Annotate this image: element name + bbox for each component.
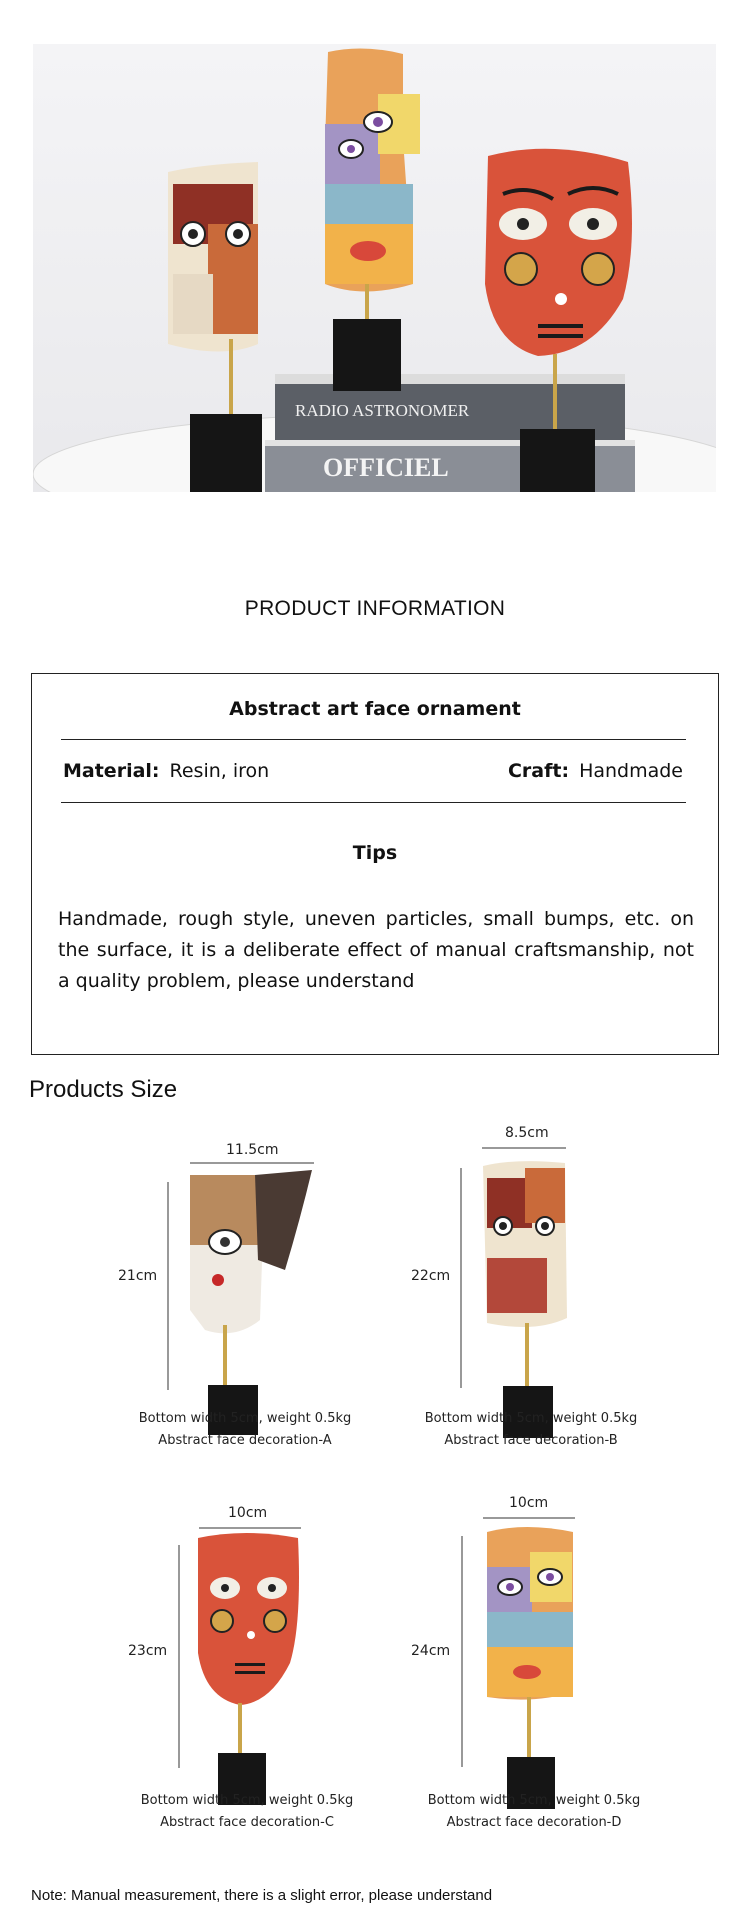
divider-bottom [61, 802, 686, 803]
product-a-width: 11.5cm [226, 1142, 279, 1158]
products-size-title: Products Size [29, 1076, 178, 1103]
product-c-height: 23cm [128, 1643, 168, 1659]
measurement-note: Note: Manual measurement, there is a slight error, please understand [31, 1887, 493, 1904]
product-b-spec: Bottom width 5cm, weight 0.5kg [424, 1411, 638, 1426]
product-b-name: Abstract face decoration-B [444, 1433, 618, 1448]
product-card-a [0, 1130, 375, 1460]
divider-top [61, 739, 686, 740]
product-d-name: Abstract face decoration-D [446, 1815, 622, 1830]
section-title: PRODUCT INFORMATION [244, 597, 506, 620]
hero-illustration [33, 44, 716, 492]
product-a-height: 21cm [118, 1268, 158, 1284]
craft-label: Craft: [507, 760, 570, 782]
mask-a-base [208, 1385, 258, 1435]
craft-spec [508, 760, 683, 782]
book-title-top: RADIO ASTRONOMER [295, 401, 470, 420]
product-a-name: Abstract face decoration-A [158, 1433, 332, 1448]
product-d-width: 10cm [509, 1495, 549, 1511]
tips-title: Tips [352, 842, 398, 864]
tips-text: Handmade, rough style, uneven particles, small bumps, etc. on the surface, it is a deliberate effect of manual craftsmanship, not a quality problem, please understand [58, 908, 694, 992]
product-d-figure [375, 1492, 750, 1838]
product-info-box [31, 673, 719, 1055]
hero-product-photo [33, 44, 716, 492]
product-card-c [0, 1503, 375, 1838]
product-c-name: Abstract face decoration-C [160, 1815, 334, 1830]
material-value: Resin, iron [169, 760, 270, 782]
product-b-width: 8.5cm [505, 1125, 549, 1141]
product-c-figure [0, 1503, 375, 1838]
product-card-d [375, 1492, 750, 1838]
product-d-height: 24cm [411, 1643, 451, 1659]
material-label: Material: [63, 760, 160, 782]
product-name: Abstract art face ornament [229, 698, 521, 720]
product-b-height: 22cm [411, 1268, 451, 1284]
book-title-bottom: OFFICIEL [323, 453, 449, 482]
product-a-spec: Bottom width 5cm, weight 0.5kg [138, 1411, 352, 1426]
product-c-spec: Bottom width 5cm, weight 0.5kg [140, 1793, 354, 1808]
product-c-width: 10cm [228, 1505, 268, 1521]
product-b-figure [375, 1118, 750, 1460]
product-d-spec: Bottom width 5cm, weight 0.5kg [427, 1793, 641, 1808]
product-card-b [375, 1118, 750, 1460]
craft-value: Handmade [579, 760, 683, 782]
material-spec [63, 760, 269, 782]
